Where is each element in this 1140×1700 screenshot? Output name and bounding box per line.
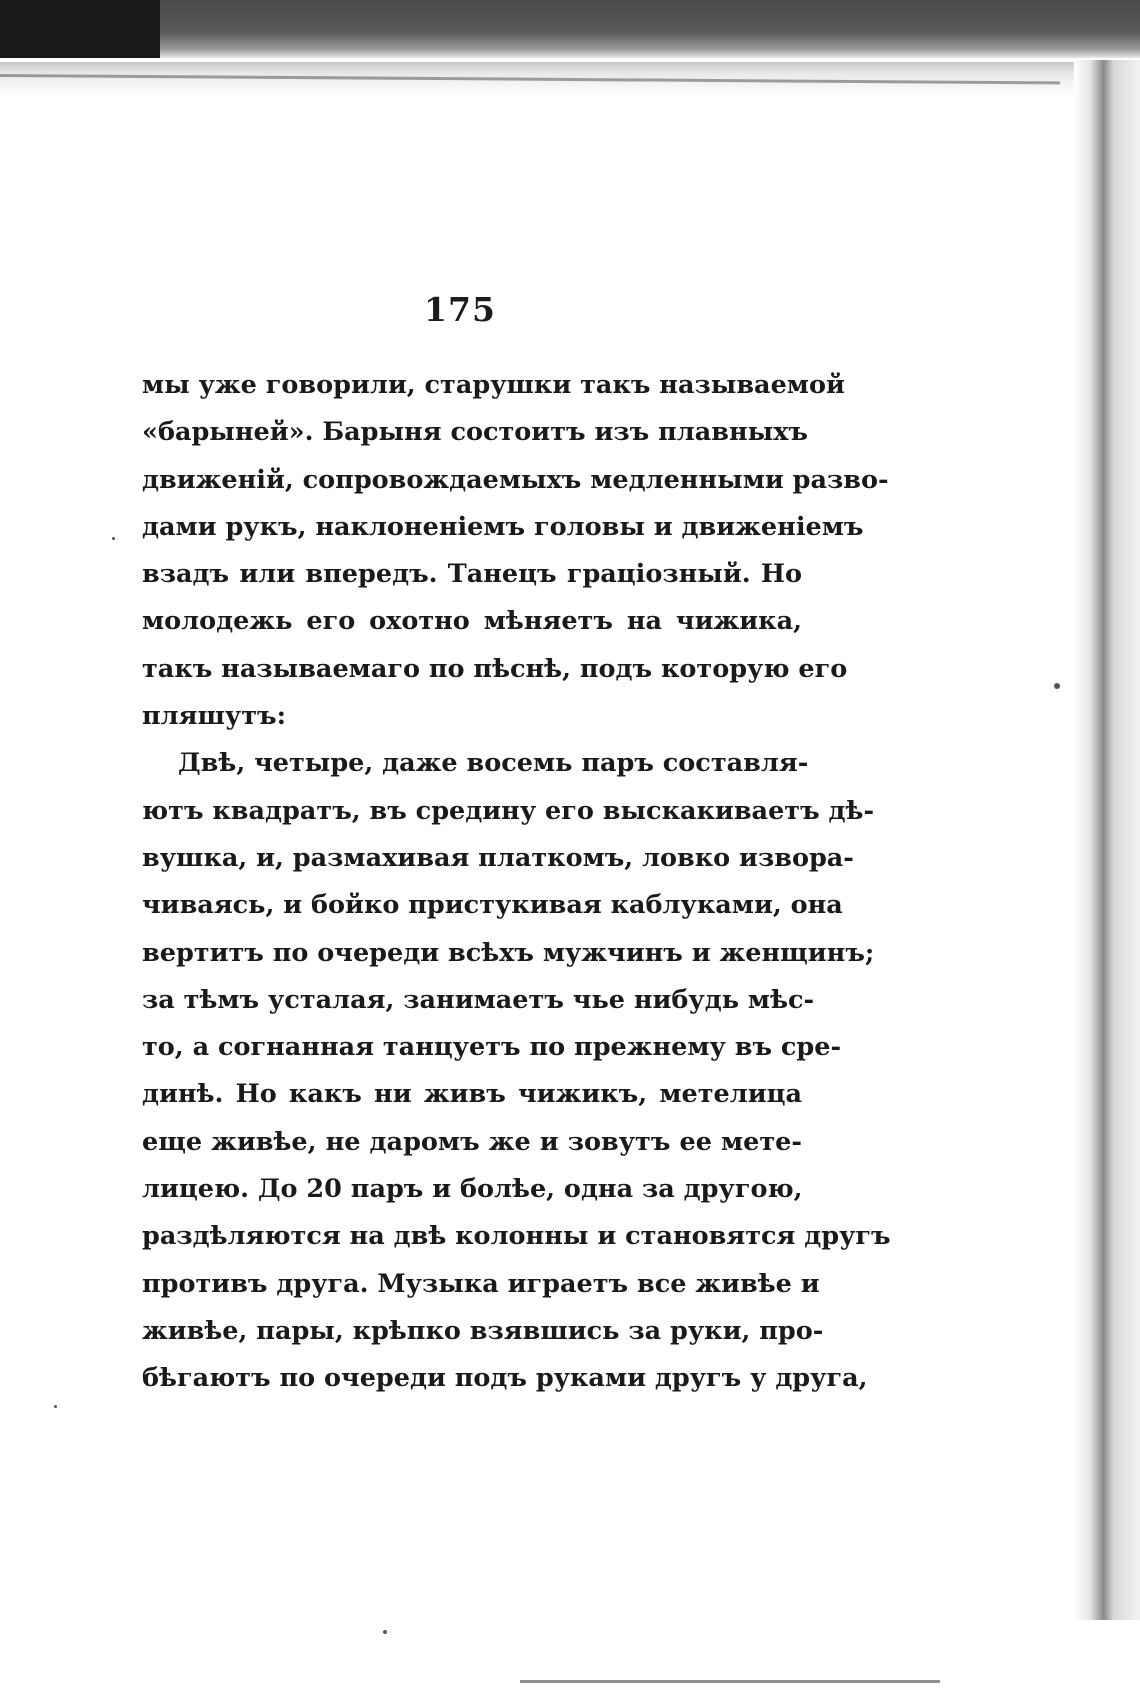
text-line: ютъ квадратъ, въ средину его выскакиваетъ дѣ-	[142, 795, 875, 826]
scan-speck	[383, 1630, 387, 1634]
text-line: вушка, и, размахивая платкомъ, ловко извора-	[142, 842, 854, 873]
text-line: «барыней». Барыня состоитъ изъ плавныхъ	[142, 417, 808, 448]
scan-top-shadow	[0, 0, 1140, 58]
scan-speck	[54, 1405, 57, 1408]
text-line: Двѣ, четыре, даже восемь паръ составля-	[178, 748, 809, 779]
text-line: движеній, сопровождаемыхъ медленными разво-	[142, 464, 889, 495]
text-line: вертитъ по очереди всѣхъ мужчинъ и женщинъ;	[142, 937, 875, 968]
text-line: взадъ или впередъ. Танецъ граціозный. Но	[142, 559, 802, 590]
page-bottom-edge-line	[520, 1680, 940, 1683]
text-line: молодежь его охотно мѣняетъ на чижика,	[142, 606, 802, 637]
scan-speck	[112, 537, 115, 540]
text-line: чиваясь, и бойко пристукивая каблуками, она	[142, 890, 843, 921]
scan-top-corner-shadow	[0, 0, 160, 58]
scan-speck	[1054, 683, 1060, 689]
text-line: лицею. До 20 паръ и болѣе, одна за другою,	[142, 1174, 803, 1205]
text-line: живѣе, пары, крѣпко взявшись за руки, про-	[142, 1315, 824, 1346]
text-line: раздѣляются на двѣ колонны и становятся другъ	[142, 1221, 891, 1252]
text-line: пляшутъ:	[142, 701, 286, 732]
text-line: динѣ. Но какъ ни живъ чижикъ, метелица	[142, 1079, 802, 1110]
text-line: то, а согнанная танцуетъ по прежнему въ сре-	[142, 1032, 842, 1063]
text-line: противъ друга. Музыка играетъ все живѣе и	[142, 1268, 820, 1299]
text-line: мы уже говорили, старушки такъ называемой	[142, 370, 845, 400]
page-number: 175	[424, 290, 496, 329]
text-line: еще живѣе, не даромъ же и зовутъ ее мете-	[142, 1126, 802, 1157]
text-line: бѣгаютъ по очереди подъ руками другъ у друга,	[142, 1363, 868, 1394]
text-line: такъ называемаго по пѣснѣ, подъ которую его	[142, 653, 848, 684]
body-text	[142, 362, 891, 1403]
page-right-edge	[1074, 60, 1140, 1620]
text-line: дами рукъ, наклоненіемъ головы и движеніемъ	[142, 511, 864, 542]
text-line: за тѣмъ усталая, занимаетъ чье нибудь мѣс-	[142, 984, 815, 1015]
